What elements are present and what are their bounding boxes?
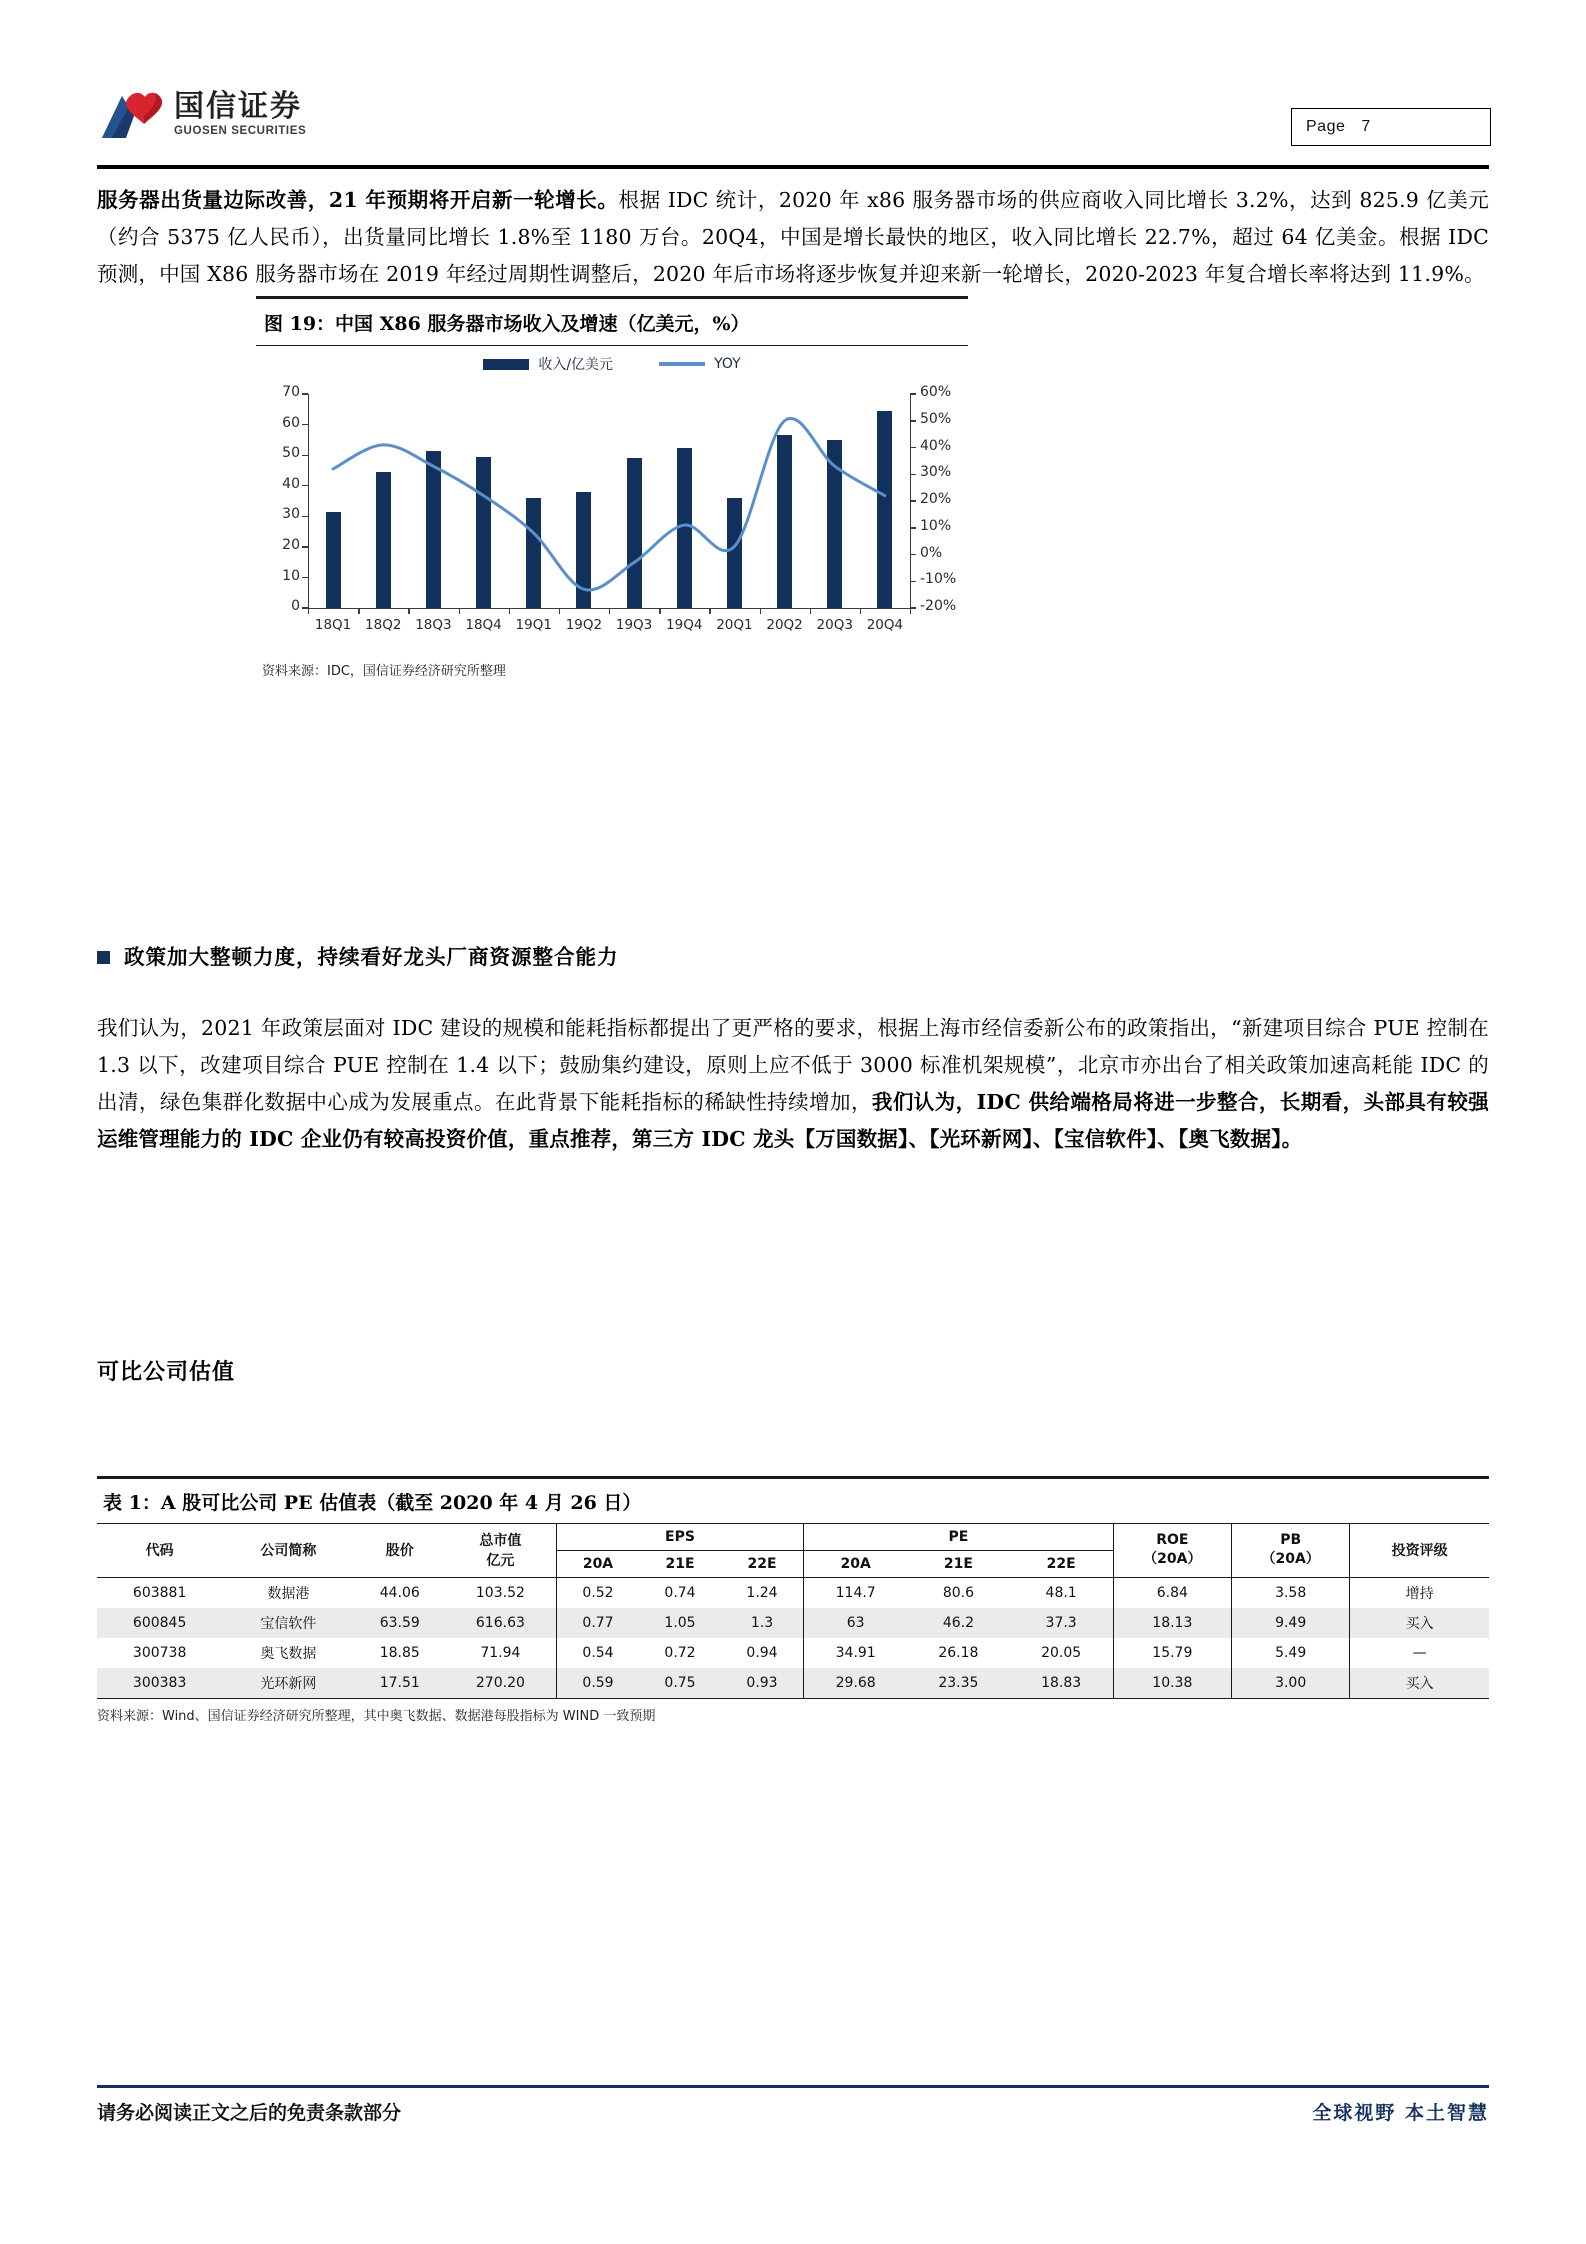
y-axis-tick-label: 70 xyxy=(282,384,300,401)
th-eps-20a: 20A xyxy=(556,1550,639,1577)
y-axis-tick-label: 40 xyxy=(282,475,300,492)
cell-name: 数据港 xyxy=(267,1585,310,1602)
th-rating: 投资评级 xyxy=(1350,1523,1489,1577)
chart-bar xyxy=(627,458,642,608)
th-pe-20a: 20A xyxy=(804,1550,908,1577)
x-axis-tick-label: 19Q4 xyxy=(666,617,703,634)
y2-axis-tick xyxy=(910,420,916,421)
y2-axis-tick xyxy=(910,447,916,448)
table-header-row-1 xyxy=(97,1523,1489,1550)
cell-pe22: 37.3 xyxy=(1010,1608,1114,1638)
th-roe xyxy=(1113,1523,1231,1577)
figure-19-plot xyxy=(256,346,968,656)
legend-line-swatch xyxy=(659,362,705,366)
cell-pe21: 26.18 xyxy=(938,1644,979,1661)
cell-eps22: 0.93 xyxy=(721,1668,804,1699)
y2-axis-tick-label: 60% xyxy=(920,384,952,401)
bullet-heading-text: 政策加大整顿力度，持续看好龙头厂商资源整合能力 xyxy=(124,945,619,969)
y2-axis-tick-label: -10% xyxy=(920,571,957,588)
chart-bar xyxy=(376,472,391,608)
legend-item-revenue xyxy=(483,354,613,374)
cell-roe: 15.79 xyxy=(1113,1638,1231,1668)
page-footer xyxy=(97,2098,1489,2125)
cell-eps22: 0.94 xyxy=(721,1638,804,1668)
x-axis-tick xyxy=(810,608,811,614)
x-axis-tick-label: 19Q2 xyxy=(565,617,603,634)
x-axis-tick xyxy=(459,608,460,614)
th-roe-line2: （20A） xyxy=(1143,1551,1202,1567)
x-axis-tick xyxy=(358,608,359,614)
table-head xyxy=(97,1523,1489,1577)
y2-axis-tick xyxy=(910,393,916,394)
x-axis-tick-label: 18Q3 xyxy=(415,617,452,634)
cell-rating: 买入 xyxy=(1350,1668,1489,1699)
y2-axis-tick-label: 20% xyxy=(920,491,952,508)
chart-bar xyxy=(426,451,441,608)
x-axis-tick xyxy=(509,608,510,614)
paragraph-1-lead: 服务器出货量边际改善，21 年预期将开启新一轮增长。 xyxy=(97,188,619,212)
y2-axis-tick-label: 0% xyxy=(920,544,943,561)
cell-pe20: 114.7 xyxy=(804,1577,908,1608)
th-roe-line1: ROE xyxy=(1156,1532,1189,1548)
page-number: 7 xyxy=(1361,118,1371,135)
th-eps-22e: 22E xyxy=(721,1550,804,1577)
legend-item-yoy xyxy=(659,356,741,372)
paragraph-server-shipments xyxy=(97,182,1489,293)
cell-mktcap: 71.94 xyxy=(480,1644,521,1661)
valuation-section-heading-wrap xyxy=(97,1355,1489,1386)
cell-price: 17.51 xyxy=(355,1668,445,1699)
chart-bar xyxy=(677,448,692,609)
cell-mktcap: 103.52 xyxy=(475,1584,525,1601)
x-axis-tick-label: 18Q4 xyxy=(465,617,502,634)
th-mktcap-line2: 亿元 xyxy=(486,1553,515,1569)
th-mktcap-line1: 总市值 xyxy=(479,1533,522,1549)
table-row xyxy=(97,1638,1489,1668)
cell-eps20: 0.77 xyxy=(556,1608,639,1638)
cell-rating: — xyxy=(1412,1644,1427,1661)
y-axis-tick-label: 50 xyxy=(282,445,300,462)
th-code: 代码 xyxy=(97,1523,222,1577)
chart-bar xyxy=(576,492,591,608)
chart-bar xyxy=(727,498,742,608)
cell-pe21: 80.6 xyxy=(942,1584,974,1601)
cell-pe22: 20.05 xyxy=(1010,1638,1114,1668)
y2-axis-tick xyxy=(910,527,916,528)
figure-19 xyxy=(256,296,968,679)
cell-pb: 3.00 xyxy=(1232,1668,1350,1699)
y-axis-tick-label: 30 xyxy=(282,506,300,523)
th-pe-21e: 21E xyxy=(907,1550,1009,1577)
cell-mktcap: 270.20 xyxy=(445,1668,556,1699)
cell-name: 宝信软件 xyxy=(260,1615,317,1632)
legend-label-yoy: YOY xyxy=(714,356,741,373)
y2-axis-tick-label: 50% xyxy=(920,410,952,427)
table-1-source: 资料来源：Wind、国信证券经济研究所整理，其中奥飞数据、数据港每股指标为 WIND 一致预期 xyxy=(97,1708,656,1724)
table-1-wrap xyxy=(97,1476,1489,1724)
y2-axis-tick-label: 30% xyxy=(920,464,952,481)
cell-pe20: 63 xyxy=(804,1608,908,1638)
cell-rating: 买入 xyxy=(1405,1615,1434,1632)
chart-bar xyxy=(526,498,541,608)
th-pb xyxy=(1232,1523,1350,1577)
page-number-box xyxy=(1291,108,1491,146)
chart-legend xyxy=(256,354,968,374)
cell-pe21: 46.2 xyxy=(942,1614,974,1631)
x-axis-tick xyxy=(760,608,761,614)
cell-eps21: 1.05 xyxy=(664,1614,696,1631)
policy-paragraph-block xyxy=(97,1010,1489,1164)
th-pe-22e: 22E xyxy=(1010,1550,1114,1577)
bullet-square-icon xyxy=(97,951,110,964)
page-header xyxy=(0,0,1586,160)
x-axis-tick xyxy=(860,608,861,614)
y-axis-tick xyxy=(302,516,308,517)
cell-eps20: 0.59 xyxy=(556,1668,639,1699)
policy-section xyxy=(97,940,1489,970)
figure-19-source: 资料来源：IDC，国信证券经济研究所整理 xyxy=(262,664,506,680)
table-body xyxy=(97,1577,1489,1698)
x-axis-tick xyxy=(308,608,309,614)
y-axis-tick-label: 0 xyxy=(291,598,300,615)
cell-pb: 9.49 xyxy=(1232,1608,1350,1638)
x-axis-tick-label: 19Q1 xyxy=(515,617,552,634)
th-mktcap xyxy=(445,1523,556,1577)
y2-axis-tick xyxy=(910,474,916,475)
cell-eps20: 0.54 xyxy=(556,1638,639,1668)
y-axis-tick-label: 10 xyxy=(282,567,300,584)
y2-axis-tick-label: -20% xyxy=(920,598,957,615)
table-row xyxy=(97,1668,1489,1699)
cell-code: 300383 xyxy=(97,1668,222,1699)
x-axis-tick xyxy=(659,608,660,614)
y-axis-tick-label: 60 xyxy=(282,414,300,431)
cell-price: 18.85 xyxy=(379,1644,420,1661)
cell-eps21: 0.75 xyxy=(639,1668,721,1699)
x-axis-tick xyxy=(609,608,610,614)
th-name: 公司简称 xyxy=(222,1523,354,1577)
chart-bar xyxy=(476,457,491,608)
y-axis-left xyxy=(308,394,309,608)
th-group-pe: PE xyxy=(804,1523,1114,1550)
figure-19-title: 图 19：中国 X86 服务器市场收入及增速（亿美元，%） xyxy=(264,312,750,335)
cell-price: 63.59 xyxy=(379,1614,420,1631)
cell-pe22: 48.1 xyxy=(1010,1577,1114,1608)
cell-code: 603881 xyxy=(132,1584,187,1601)
yoy-line-layer xyxy=(256,388,968,638)
guosen-logo-mark xyxy=(100,88,166,140)
y-axis-tick xyxy=(302,393,308,394)
cell-name: 光环新网 xyxy=(222,1668,354,1699)
cell-pe20: 34.91 xyxy=(804,1638,908,1668)
cell-mktcap: 616.63 xyxy=(475,1614,525,1631)
main-content xyxy=(97,182,1489,299)
table-1-title: 表 1：A 股可比公司 PE 估值表（截至 2020 年 4 月 26 日） xyxy=(103,1491,642,1514)
x-axis-tick xyxy=(559,608,560,614)
chart-bar xyxy=(827,440,842,608)
page-label: Page xyxy=(1306,118,1346,135)
cell-roe: 10.38 xyxy=(1113,1668,1231,1699)
cell-price: 44.06 xyxy=(379,1584,420,1601)
legend-label-revenue: 收入/亿美元 xyxy=(538,357,614,374)
table-row xyxy=(97,1608,1489,1638)
logo-english-name: GUOSEN SECURITIES xyxy=(174,125,307,138)
x-axis-tick xyxy=(910,608,911,614)
chart-bar xyxy=(326,512,341,608)
y-axis-tick xyxy=(302,485,308,486)
y-axis-tick xyxy=(302,546,308,547)
cell-pe21: 23.35 xyxy=(907,1668,1009,1699)
cell-pe20: 29.68 xyxy=(804,1668,908,1699)
footer-disclaimer: 请务必阅读正文之后的免责条款部分 xyxy=(97,2102,402,2124)
th-eps-21e: 21E xyxy=(639,1550,721,1577)
cell-name: 奥飞数据 xyxy=(260,1645,317,1662)
yoy-line xyxy=(333,418,885,590)
cell-roe: 6.84 xyxy=(1113,1577,1231,1608)
footer-divider xyxy=(97,2085,1489,2088)
th-pb-line1: PB xyxy=(1280,1532,1302,1548)
chart-canvas xyxy=(256,384,968,638)
cell-eps22: 1.24 xyxy=(721,1577,804,1608)
y2-axis-tick xyxy=(910,554,916,555)
section-title-valuation: 可比公司估值 xyxy=(97,1359,236,1385)
th-pb-line2: （20A） xyxy=(1261,1551,1320,1567)
valuation-table xyxy=(97,1523,1489,1699)
cell-eps20: 0.52 xyxy=(556,1577,639,1608)
x-axis-tick-label: 20Q3 xyxy=(816,617,853,634)
y-axis-tick xyxy=(302,455,308,456)
y2-axis-tick-label: 10% xyxy=(920,517,952,534)
cell-roe: 18.13 xyxy=(1113,1608,1231,1638)
cell-pb: 5.49 xyxy=(1232,1638,1350,1668)
th-group-eps: EPS xyxy=(556,1523,803,1550)
cell-rating: 增持 xyxy=(1405,1585,1434,1602)
x-axis-tick xyxy=(408,608,409,614)
chart-bar xyxy=(877,411,892,608)
company-logo xyxy=(100,88,306,140)
footer-slogan: 全球视野 本土智慧 xyxy=(1312,2102,1489,2124)
y2-axis-tick-label: 40% xyxy=(920,437,952,454)
cell-pe22: 18.83 xyxy=(1010,1668,1114,1699)
cell-code: 300738 xyxy=(132,1644,187,1661)
paragraph-1-body: 根据 IDC 统计，2020 年 x86 服务器市场的供应商收入同比增长 3.2%，达到 825.9 亿美元（约合 5375 亿人民币），出货量同比增长 1.8%至 1180 万台。20Q4，中国是增长最快的地区，收入同比增长 22.7%，超过 64 亿美金。根据 IDC 预测，中国 X86 服务器市场在 2019 年经过周期性调整后，2020 年后市场将逐步恢复并迎来新一轮增长，2020-2023 年复合增长率将达到 11.9%。 xyxy=(97,188,1490,286)
x-axis-tick-label: 20Q2 xyxy=(766,617,803,634)
logo-chinese-name: 国信证券 xyxy=(174,88,302,124)
x-axis-tick-label: 20Q1 xyxy=(716,617,753,634)
y2-axis-tick xyxy=(910,500,916,501)
x-axis-tick-label: 20Q4 xyxy=(866,617,904,634)
y2-axis-tick xyxy=(910,581,916,582)
x-axis-tick-label: 19Q3 xyxy=(615,617,653,634)
cell-code: 600845 xyxy=(132,1614,187,1631)
paragraph-policy xyxy=(97,1010,1489,1158)
x-axis-tick-label: 18Q1 xyxy=(314,617,352,634)
cell-eps21: 0.72 xyxy=(664,1644,696,1661)
paragraph-2-part-a: 我们认为，2021 年政策层面对 IDC 建设的规模和能耗指标都提出了更严格的要求，根据上海市经信委新公布的政策指出，“新建项目综合 PUE 控制在 1.3 以下，改建项目综合 PUE 控制在 1.4 以下；鼓励集约建设，原则上应不低于 3000 标准机架规模”，北京市亦出台了相关政策加速高耗能 IDC 的出清，绿色集群化数据中心成为发展重点。在此背景下能耗指标的稀缺性持续增加， xyxy=(97,1016,1489,1114)
x-axis-tick-label: 18Q2 xyxy=(365,617,402,634)
chart-bar xyxy=(777,435,792,608)
y-axis-tick-label: 20 xyxy=(282,536,300,553)
header-divider xyxy=(97,165,1489,169)
cell-pb: 3.58 xyxy=(1232,1577,1350,1608)
bullet-heading-row xyxy=(97,940,1489,970)
paragraph-2-part-b: 我们认为，IDC 供给端格局将进一步整合，长期看，头部具有较强运维管理能力的 IDC 企业仍有较高投资价值，重点推荐，第三方 IDC 龙头【万国数据】、【光环新网】、【宝信软件】、【奥飞数据】。 xyxy=(97,1090,1489,1151)
cell-eps21: 0.74 xyxy=(664,1584,696,1601)
y-axis-tick xyxy=(302,577,308,578)
table-row xyxy=(97,1577,1489,1608)
y-axis-tick xyxy=(302,424,308,425)
th-price: 股价 xyxy=(355,1523,445,1577)
x-axis-tick xyxy=(709,608,710,614)
cell-eps22: 1.3 xyxy=(721,1608,804,1638)
legend-bar-swatch xyxy=(483,359,529,370)
